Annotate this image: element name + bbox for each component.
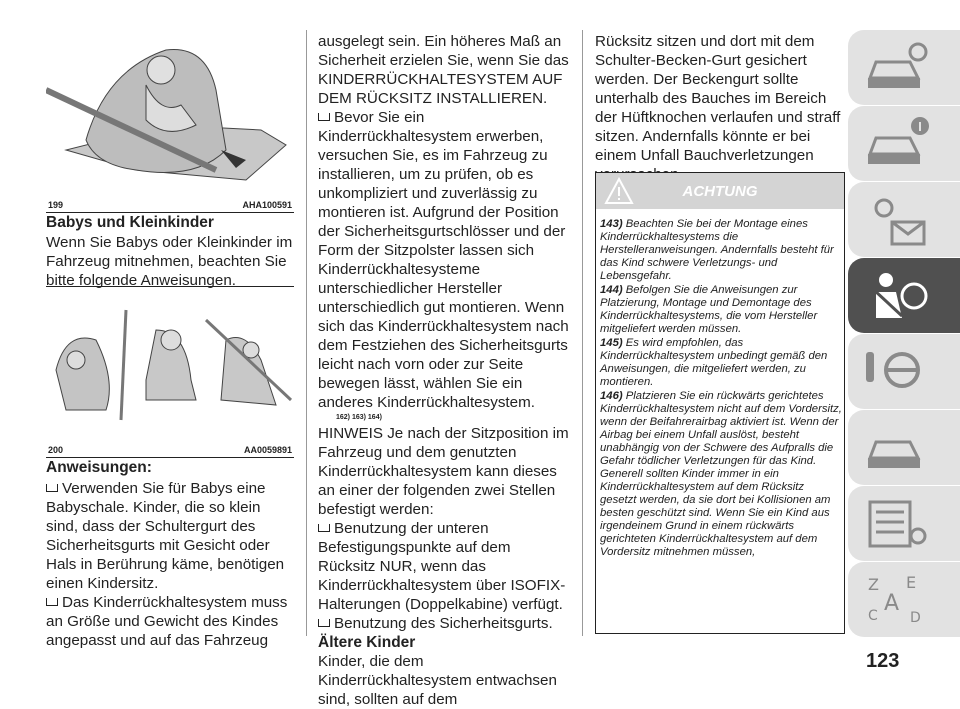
warning-item-number: 146) — [600, 390, 623, 402]
warning-title: ACHTUNG — [682, 183, 758, 200]
column-divider — [582, 30, 583, 636]
tab-key-steering-wheel[interactable] — [848, 334, 960, 409]
car-dashboard-icon — [862, 38, 932, 96]
figure-199-caption — [46, 200, 294, 213]
figure-code: AHA100591 — [242, 200, 292, 210]
svg-text:C: C — [868, 608, 878, 624]
tab-car-info[interactable] — [848, 106, 960, 181]
tab-warning-lights[interactable] — [848, 182, 960, 257]
col3-paragraph: Rücksitz sitzen und dort mit dem Schulter-Becken-Gurt gesichert werden. Der Beckengurt sollte unterhalb des Bauches im Bereich der Hüftknochen verlaufen und straff sitzen. Andernfalls könnte er bei einem Unfall Bauchverletzungen — [595, 33, 841, 164]
col2-text — [318, 32, 570, 709]
tab-car-emergency[interactable] — [848, 410, 960, 485]
warning-item-number: 143) — [600, 218, 623, 230]
seat-belt-airbag-icon — [862, 266, 932, 324]
warning-lights-icon — [862, 190, 932, 248]
figure-200-child-seats — [46, 300, 294, 445]
figure-200-top-rule — [46, 286, 294, 287]
svg-text:E: E — [906, 573, 917, 592]
bullet-isofix: Benutzung der unteren Befestigungspunkte auf dem Rücksitz NUR, wenn das Kinderrückhaltesystem über ISOFIX-Halterungen (Doppelkabine) verfügt. — [318, 519, 570, 614]
warning-box — [595, 172, 845, 634]
heading-anweisungen: Anweisungen: — [46, 459, 152, 476]
tab-technical-data[interactable] — [848, 562, 960, 637]
car-info-icon — [862, 114, 932, 172]
figure-code: AA0059891 — [243, 445, 292, 455]
figure-number: 200 — [48, 445, 64, 455]
warning-item — [600, 337, 842, 389]
tab-seat-belt-airbag[interactable] — [848, 258, 960, 333]
car-emergency-icon — [862, 418, 932, 476]
svg-text:D: D — [910, 610, 921, 626]
tab-car-dashboard[interactable] — [848, 30, 960, 105]
svg-text:Z: Z — [868, 575, 879, 594]
heading-babys-kleinkinder: Babys und Kleinkinder — [46, 214, 214, 231]
warning-item — [600, 284, 842, 336]
warning-item — [600, 218, 842, 283]
bullet-babyschale: Verwenden Sie für Babys eine Babyschale. Kinder, die so klein sind, dass der Schultergurt des Sicherheitsgurts mit Gesicht oder Hals in Berührung käme, benötigen einen Kindersitz. — [46, 479, 296, 593]
cross-references: 162) 163) 164) — [336, 414, 382, 421]
figure-200-caption — [46, 445, 294, 458]
bullet-sicherheitsgurt: Benutzung des Sicherheitsgurts. — [318, 614, 570, 633]
figure-199-child-seat — [46, 30, 294, 198]
warning-item-text: Platzieren Sie ein rückwärts gerichtetes Kinderrückhaltesystem nicht auf dem Vordersitz, wenn der Beifahrerairbag aktiviert ist. Wenn der Airbag bei einem Unfall auslöst, besteht unabhängig von der Schwere des Aufpralls die Gefahr tödlicher Verletzungen für das Kind. Generell sollten Kinder immer in ein Kinderrückhaltesystem auf dem Rücksitz gesetzt werden, da sie dort bei Kollisionen am besten geschützt sind. Wenn Sie ein Kind aus irgendeinem Grund in einem rückwärts gerichteten Kinderrückhaltesystem auf dem Vordersitz mitnehmen müssen, — [600, 390, 842, 558]
warning-item-number: 144) — [600, 284, 623, 296]
intro-paragraph: Wenn Sie Babys oder Kleinkinder im Fahrzeug mitnehmen, beachten Sie bitte folgende Anweisungen. — [46, 234, 293, 289]
page-number: 123 — [866, 650, 900, 672]
warning-item-text: Befolgen Sie die Anweisungen zur Platzierung, Montage und Demontage des Kinderrückhaltesystems, die vom Hersteller mitgeliefert werden müssen. — [600, 284, 818, 335]
column-divider — [306, 30, 307, 636]
col2-paragraph-3: Kinder, die dem Kinderrückhaltesystem entwachsen sind, sollten auf dem — [318, 653, 557, 708]
bullet-groesse-gewicht: Das Kinderrückhaltesystem muss an Größe und Gewicht des Kindes angepasst und auf das Fahrzeug — [46, 593, 296, 650]
tab-car-maintenance[interactable] — [848, 486, 960, 561]
technical-data-icon — [862, 570, 932, 628]
bullet-vor-erwerb: Bevor Sie ein Kinderrückhaltesystem erwerben, versuchen Sie, es im Fahrzeug zu installieren, um zu prüfen, ob es unkompliziert und zuverlässig zu montieren ist. Aufgrund der Position der Sicherheitsgurtschlösser und der Form der Sitzpolster lassen sich Kinderrückhaltesysteme unterschiedlicher Hersteller unterschiedlich gut montieren. Wenn sich das Kinderrückhaltesystem nach dem Festziehen des Sicherheitsgurts leicht nach vorn oder zur Seite bewegen lässt, wählen Sie ein anderes Kinderrückhaltesystem. — [318, 109, 569, 411]
warning-item-text: Es wird empfohlen, das Kinderrückhaltesystem unbedingt gemäß den Anweisungen, die mitgeliefert werden, zu montieren. — [600, 337, 828, 388]
col2-paragraph-1: ausgelegt sein. Ein höheres Maß an Sicherheit erzielen Sie, wenn Sie das KINDERRÜCKHALTESYSTEM AUF DEM RÜCKSITZ INSTALLIEREN. — [318, 33, 569, 107]
col1-instructions — [46, 479, 296, 650]
warning-item — [600, 390, 842, 559]
hinweis-paragraph: HINWEIS Je nach der Sitzposition im Fahrzeug und dem genutzten Kinderrückhaltesystem kann dieses an einer der folgenden zwei Stellen befestigt werden: — [318, 425, 569, 518]
svg-text:A: A — [884, 591, 900, 616]
warning-item-number: 145) — [600, 337, 623, 349]
warning-header — [596, 173, 844, 209]
heading-aeltere-kinder: Ältere Kinder — [318, 634, 416, 651]
warning-item-text: Beachten Sie bei der Montage eines Kinderrückhaltesystems die Herstelleranweisungen. Andernfalls besteht für das Kind schwere Verletzungs- und Lebensgefahr. — [600, 218, 834, 282]
car-maintenance-icon — [862, 494, 932, 552]
key-steering-wheel-icon — [862, 342, 932, 400]
figure-number: 199 — [48, 200, 64, 210]
warning-body — [600, 218, 842, 560]
